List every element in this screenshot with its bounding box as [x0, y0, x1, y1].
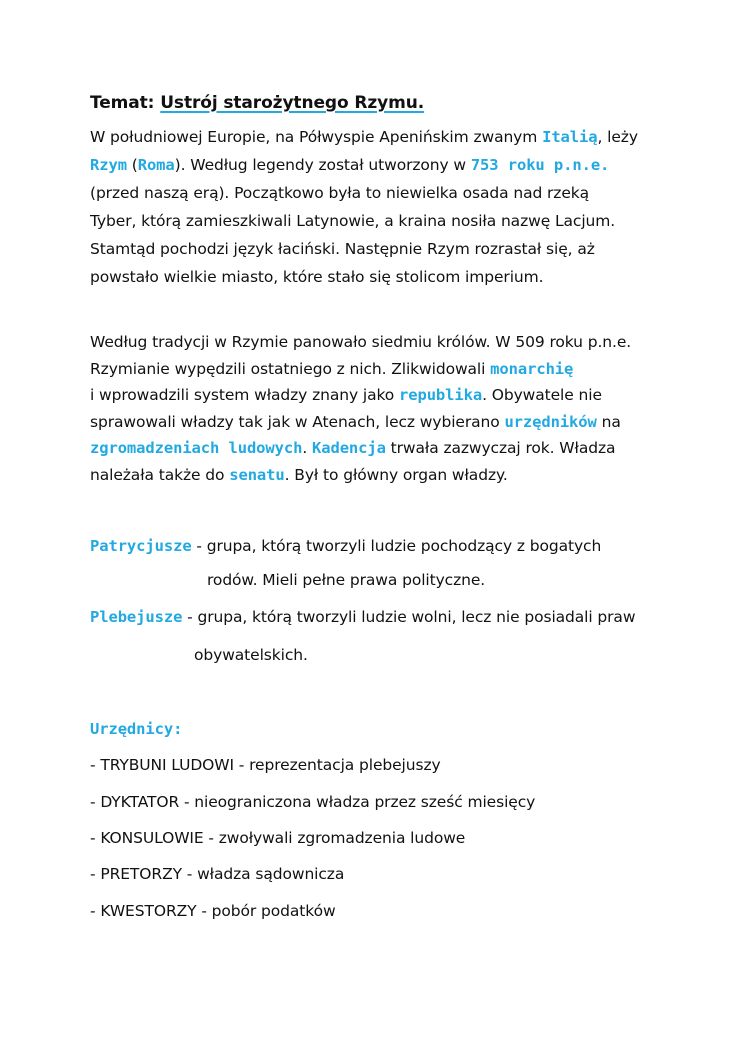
text-segment: ( [126, 156, 138, 174]
title-topic: Ustrój starożytnego Rzymu. [160, 93, 425, 113]
text-line [90, 465, 508, 485]
text-line [90, 359, 573, 379]
key-term: Kadencja [312, 439, 386, 457]
text-line [90, 239, 595, 259]
key-term: republika [399, 386, 483, 404]
key-term: Italią [542, 128, 598, 146]
text-line [90, 438, 615, 458]
term: Patrycjusze [90, 537, 192, 555]
text-segment: Według tradycji w Rzymie panowało siedmiu królów. W 509 roku p.n.e. [90, 333, 632, 351]
text-segment: należała także do [90, 466, 230, 484]
key-term: senatu [229, 466, 285, 484]
key-term: 753 roku p.n.e. [470, 156, 610, 174]
text-line [90, 127, 638, 147]
page-title [90, 93, 424, 113]
text-segment: ). Według legendy został utworzony w [174, 156, 471, 174]
text-segment: Rzymianie wypędzili ostatniego z nich. Zlikwidowali [90, 360, 491, 378]
official-item: - DYKTATOR - nieograniczona władza przez sześć miesięcy [90, 793, 536, 811]
text-segment: powstało wielkie miasto, które stało się stolicom imperium. [90, 268, 544, 286]
text-line [90, 412, 621, 432]
text-line [90, 183, 589, 203]
text-segment: (przed naszą erą). Początkowo była to niewielka osada nad rzeką [90, 184, 590, 202]
text-segment: , leży [597, 128, 638, 146]
official-item: - KONSULOWIE - zwoływali zgromadzenia ludowe [90, 829, 466, 847]
key-term: urzędników [504, 413, 597, 431]
key-term: zgromadzeniach ludowych [90, 439, 303, 457]
group-plebeians-cont: obywatelskich. [194, 646, 308, 664]
text-segment: W południowej Europie, na Półwyspie Apenińskim zwanym [90, 128, 543, 146]
text-segment: i wprowadzili system władzy znany jako [90, 386, 399, 404]
group-plebeians [90, 607, 635, 627]
term: Plebejusze [90, 608, 183, 626]
text-segment: . Był to główny organ władzy. [284, 466, 508, 484]
officials-heading: Urzędnicy: [90, 720, 183, 738]
text-segment: sprawowali władzy tak jak w Atenach, lecz wybierano [90, 413, 505, 431]
text-line [90, 211, 615, 231]
definition: - grupa, którą tworzyli ludzie wolni, lecz nie posiadali praw [182, 608, 636, 626]
text-line [90, 385, 602, 405]
text-segment: trwała zazwyczaj rok. Władza [385, 439, 616, 457]
official-item: - PRETORZY - władza sądownicza [90, 865, 345, 883]
official-item: - KWESTORZY - pobór podatków [90, 902, 336, 920]
text-segment: . Obywatele nie [482, 386, 602, 404]
text-segment: Stamtąd pochodzi język łaciński. Następnie Rzym rozrastał się, aż [90, 240, 595, 258]
official-item: - TRYBUNI LUDOWI - reprezentacja plebejuszy [90, 756, 441, 774]
text-segment: na [596, 413, 621, 431]
key-term: monarchię [490, 360, 574, 378]
key-term: Roma [137, 156, 175, 174]
group-patricians [90, 536, 601, 556]
text-line [90, 332, 631, 352]
text-line [90, 267, 543, 287]
text-segment: . [302, 439, 312, 457]
title-prefix: Temat: [90, 93, 155, 113]
key-term: Rzym [90, 156, 127, 174]
group-patricians-cont: rodów. Mieli pełne prawa polityczne. [207, 571, 486, 589]
text-line [90, 155, 609, 175]
text-segment: Tyber, którą zamieszkiwali Latynowie, a kraina nosiła nazwę Lacjum. [90, 212, 616, 230]
definition: - grupa, którą tworzyli ludzie pochodzący z bogatych [191, 537, 602, 555]
